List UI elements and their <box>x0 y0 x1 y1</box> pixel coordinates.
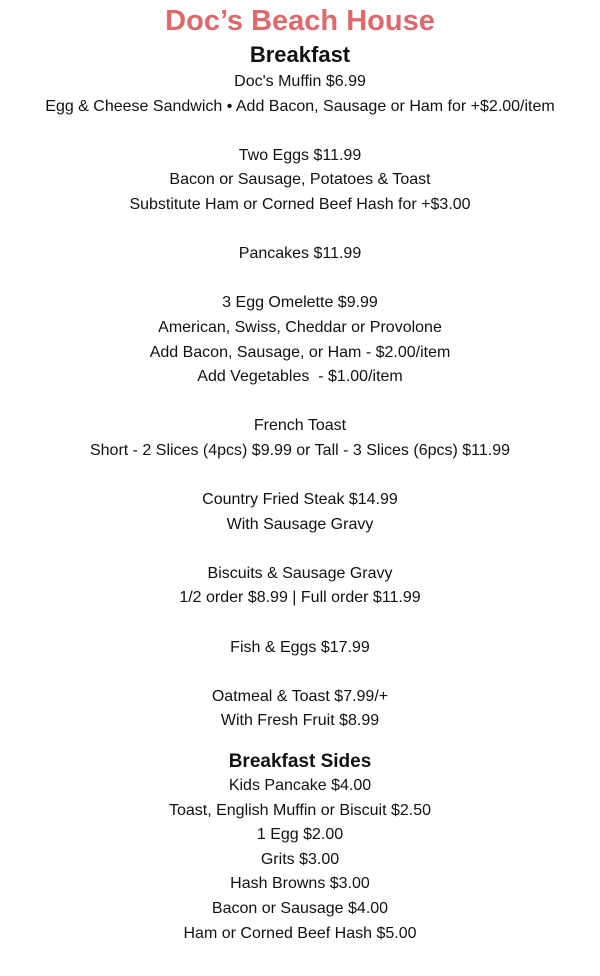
breakfast-sides-heading: Breakfast Sides <box>228 751 372 773</box>
menu-item-line: Egg & Cheese Sandwich • Add Bacon, Sausage or Ham for +$2.00/item <box>45 97 555 115</box>
side-item: Bacon or Sausage $4.00 <box>211 900 389 917</box>
menu-item-french-toast <box>0 414 600 463</box>
breakfast-items <box>0 70 600 734</box>
menu-item-line: Bacon or Sausage, Potatoes & Toast <box>169 171 431 189</box>
menu-item-line: With Fresh Fruit $8.99 <box>220 712 380 730</box>
menu-item-two-eggs <box>0 144 600 218</box>
menu-item-line: Biscuits & Sausage Gravy <box>207 564 393 582</box>
side-item: Hash Browns $3.00 <box>230 875 370 893</box>
restaurant-title: Doc’s Beach House <box>165 5 435 37</box>
side-item: Grits $3.00 <box>260 850 340 868</box>
menu-item-line: Two Eggs $11.99 <box>238 146 362 164</box>
menu-item-pancakes <box>0 242 600 267</box>
menu-item-line: Substitute Ham or Corned Beef Hash for +$3.00 <box>129 195 471 213</box>
menu-item-line: Short - 2 Slices (4pcs) $9.99 or Tall - 3 Slices (6pcs) $11.99 <box>89 441 511 459</box>
menu-item-line: Country Fried Steak $14.99 <box>202 491 398 509</box>
menu-item-omelette <box>0 291 600 389</box>
menu-item-line: Oatmeal & Toast $7.99/+ <box>211 687 389 705</box>
side-item: Kids Pancake $4.00 <box>228 777 372 795</box>
breakfast-heading: Breakfast <box>249 42 351 67</box>
menu-item-muffin <box>0 70 600 119</box>
menu-item-line: Add Bacon, Sausage, or Ham - $2.00/item <box>149 343 451 361</box>
menu-item-country-fried-steak <box>0 488 600 537</box>
side-item: Toast, English Muffin or Biscuit $2.50 <box>168 801 432 819</box>
menu-item-line: Pancakes $11.99 <box>238 245 362 263</box>
side-item: 1 Egg $2.00 <box>256 826 344 844</box>
menu-item-line: With Sausage Gravy <box>226 515 374 533</box>
breakfast-sides-list <box>0 774 600 946</box>
menu-item-line: Add Vegetables - $1.00/item <box>197 368 403 386</box>
side-item: Ham or Corned Beef Hash $5.00 <box>183 924 417 942</box>
menu-item-oatmeal <box>0 685 600 734</box>
menu-item-line: French Toast <box>253 417 347 435</box>
menu-item-biscuits-gravy <box>0 562 600 611</box>
menu-item-fish-eggs <box>0 636 600 661</box>
menu-item-line: Doc's Muffin $6.99 <box>234 73 366 90</box>
menu-item-line: American, Swiss, Cheddar or Provolone <box>158 318 442 336</box>
menu-item-line: Fish & Eggs $17.99 <box>230 638 370 656</box>
menu-item-line: 1/2 order $8.99 | Full order $11.99 <box>179 589 421 607</box>
menu-item-line: 3 Egg Omelette $9.99 <box>222 294 378 312</box>
